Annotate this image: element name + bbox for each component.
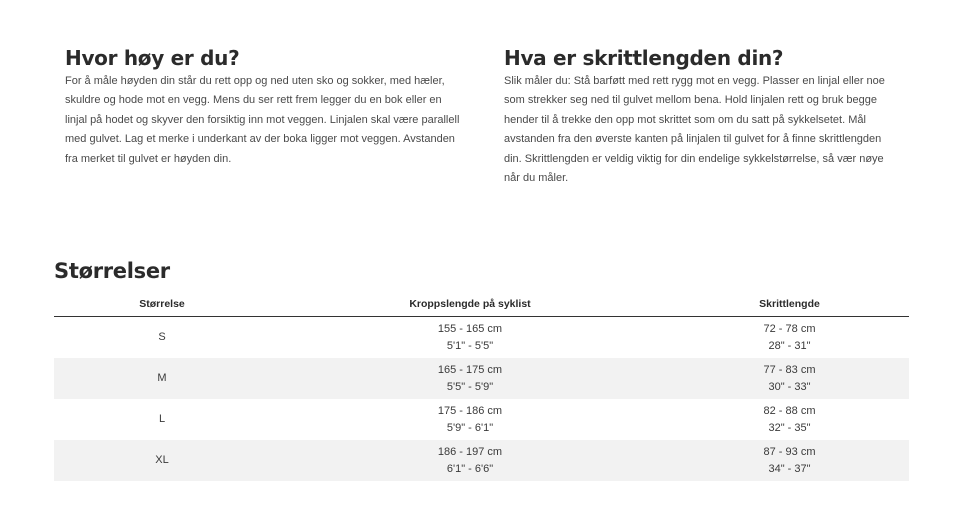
height-cm: 165 - 175 cm xyxy=(437,363,503,376)
inseam-cell xyxy=(670,440,909,481)
table-row xyxy=(54,317,909,359)
height-cell xyxy=(270,399,670,440)
height-ft: 5'5" - 5'9" xyxy=(446,380,494,393)
height-ft: 5'1" - 5'5" xyxy=(446,339,494,352)
height-section xyxy=(65,44,465,169)
inseam-cell xyxy=(670,317,909,359)
inseam-section-text: Slik måler du: Stå barføtt med rett rygg mot en vegg. Plasser en linjal eller noe som strekker seg ned til gulvet mellom bena. Hold linjalen rett og bruk begge hender til å trekke den opp mot skrittet som om du satt på sykkelsetet. Mål avstanden fra den øverste kanten på linjalen til gulvet for å finne skrittlengden din. Skrittlengden er veldig viktig for din endelige sykkelstørrelse, så vær nøye når du måler. xyxy=(504,75,885,185)
inseam-in: 32" - 35" xyxy=(768,421,811,434)
table-row xyxy=(54,358,909,399)
inseam-cm: 87 - 93 cm xyxy=(763,445,816,458)
header-inseam: Skrittlengde xyxy=(670,292,909,317)
height-cm: 186 - 197 cm xyxy=(437,445,503,458)
inseam-section xyxy=(504,44,899,188)
height-ft: 5'9" - 6'1" xyxy=(446,421,494,434)
size-cell: M xyxy=(54,358,270,399)
height-cm: 175 - 186 cm xyxy=(437,404,503,417)
inseam-cell xyxy=(670,358,909,399)
inseam-cell xyxy=(670,399,909,440)
inseam-cm: 82 - 88 cm xyxy=(763,404,816,417)
inseam-in: 28" - 31" xyxy=(768,339,811,352)
height-cell xyxy=(270,358,670,399)
height-section-text: For å måle høyden din står du rett opp og ned uten sko og sokker, med hæler, skuldre og hode mot en vegg. Mens du ser rett frem legger du en bok eller en linjal på hodet og skyver den forsiktig inn mot veggen. Linjalen skal være parallell med gulvet. Lag et merke i underkant av der boka ligger mot veggen. Avstanden fra merket til gulvet er høyden din. xyxy=(65,75,460,165)
height-cm: 155 - 165 cm xyxy=(437,322,503,335)
header-size: Størrelse xyxy=(54,292,270,317)
size-cell: L xyxy=(158,413,166,425)
size-table xyxy=(54,292,909,481)
height-cell xyxy=(270,440,670,481)
sizes-title: Størrelser xyxy=(54,259,170,283)
height-cell xyxy=(270,317,670,359)
size-cell: S xyxy=(158,331,166,343)
inseam-cm: 77 - 83 cm xyxy=(763,363,816,376)
table-row xyxy=(54,440,909,481)
inseam-section-title: Hva er skrittlengden din? xyxy=(504,46,784,70)
table-row xyxy=(54,399,909,440)
size-cell: XL xyxy=(54,440,270,481)
height-section-title: Hvor høy er du? xyxy=(65,46,240,70)
inseam-cm: 72 - 78 cm xyxy=(763,322,816,335)
height-ft: 6'1" - 6'6" xyxy=(446,462,494,475)
inseam-in: 30" - 33" xyxy=(768,380,811,393)
table-header-row xyxy=(54,292,909,317)
inseam-in: 34" - 37" xyxy=(768,462,811,475)
header-rider-height: Kroppslengde på syklist xyxy=(270,292,670,317)
